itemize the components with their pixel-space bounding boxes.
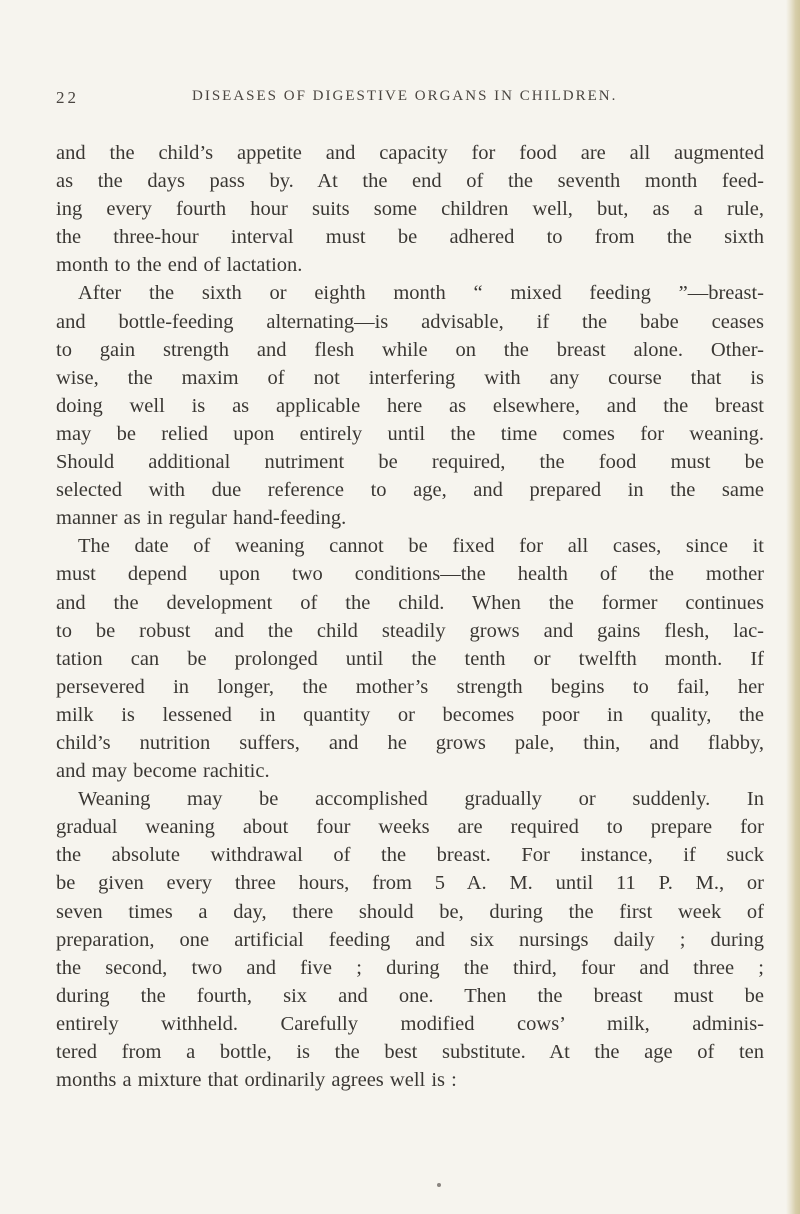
text-line: gradual weaning about four weeks are required to prepare for bbox=[56, 816, 764, 839]
text-line: ing every fourth hour suits some children well, but, as a rule, bbox=[56, 198, 764, 221]
text-line: the second, two and five ; during the third, four and three ; bbox=[56, 956, 764, 979]
text-line: After the sixth or eighth month “ mixed feeding ”—breast- bbox=[78, 282, 764, 305]
text-line: wise, the maxim of not interfering with any course that is bbox=[56, 366, 764, 389]
text-line: Weaning may be accomplished gradually or suddenly. In bbox=[78, 788, 764, 811]
page-edge bbox=[786, 0, 800, 1214]
text-line: during the fourth, six and one. Then the breast must be bbox=[56, 984, 764, 1007]
text-line: entirely withheld. Carefully modified cows’ milk, adminis- bbox=[56, 1012, 764, 1035]
body-text bbox=[56, 139, 764, 1094]
text-line: and may become rachitic. bbox=[56, 760, 270, 783]
text-line: the absolute withdrawal of the breast. For instance, if suck bbox=[56, 844, 764, 867]
page-header bbox=[56, 88, 760, 118]
text-line: and bottle-feeding alternating—is advisable, if the babe ceases bbox=[56, 310, 764, 333]
text-line: may be relied upon entirely until the time comes for weaning. bbox=[56, 422, 764, 445]
text-line: The date of weaning cannot be fixed for all cases, since it bbox=[78, 535, 764, 558]
paper-speck bbox=[437, 1183, 441, 1187]
text-line: month to the end of lactation. bbox=[56, 254, 303, 277]
text-line: selected with due reference to age, and prepared in the same bbox=[56, 479, 764, 502]
text-line: must depend upon two conditions—the health of the mother bbox=[56, 563, 764, 586]
text-line: Should additional nutriment be required, the food must be bbox=[56, 451, 764, 474]
text-line: months a mixture that ordinarily agrees well is : bbox=[56, 1069, 457, 1092]
text-line: tation can be prolonged until the tenth or twelfth month. If bbox=[56, 647, 764, 670]
running-title: DISEASES OF DIGESTIVE ORGANS IN CHILDREN. bbox=[192, 88, 618, 104]
text-line: preparation, one artificial feeding and six nursings daily ; during bbox=[56, 928, 764, 951]
text-line: persevered in longer, the mother’s strength begins to fail, her bbox=[56, 675, 764, 698]
text-line: as the days pass by. At the end of the seventh month feed- bbox=[56, 170, 764, 193]
text-line: to gain strength and flesh while on the breast alone. Other- bbox=[56, 338, 764, 361]
text-line: and the development of the child. When the former continues bbox=[56, 591, 764, 614]
text-line: seven times a day, there should be, during the first week of bbox=[56, 900, 764, 923]
text-line: manner as in regular hand-feeding. bbox=[56, 507, 347, 530]
text-line: child’s nutrition suffers, and he grows pale, thin, and flabby, bbox=[56, 731, 764, 754]
text-line: and the child’s appetite and capacity for food are all augmented bbox=[56, 142, 764, 164]
text-line: the three-hour interval must be adhered to from the sixth bbox=[56, 226, 764, 249]
text-line: to be robust and the child steadily grows and gains flesh, lac- bbox=[56, 619, 764, 642]
text-line: tered from a bottle, is the best substitute. At the age of ten bbox=[56, 1041, 764, 1063]
text-line: milk is lessened in quantity or becomes poor in quality, the bbox=[56, 703, 764, 726]
text-line: be given every three hours, from 5 A. M. until 11 P. M., or bbox=[56, 872, 764, 895]
text-line: doing well is as applicable here as elsewhere, and the breast bbox=[56, 394, 764, 417]
page-number: 22 bbox=[56, 88, 79, 107]
